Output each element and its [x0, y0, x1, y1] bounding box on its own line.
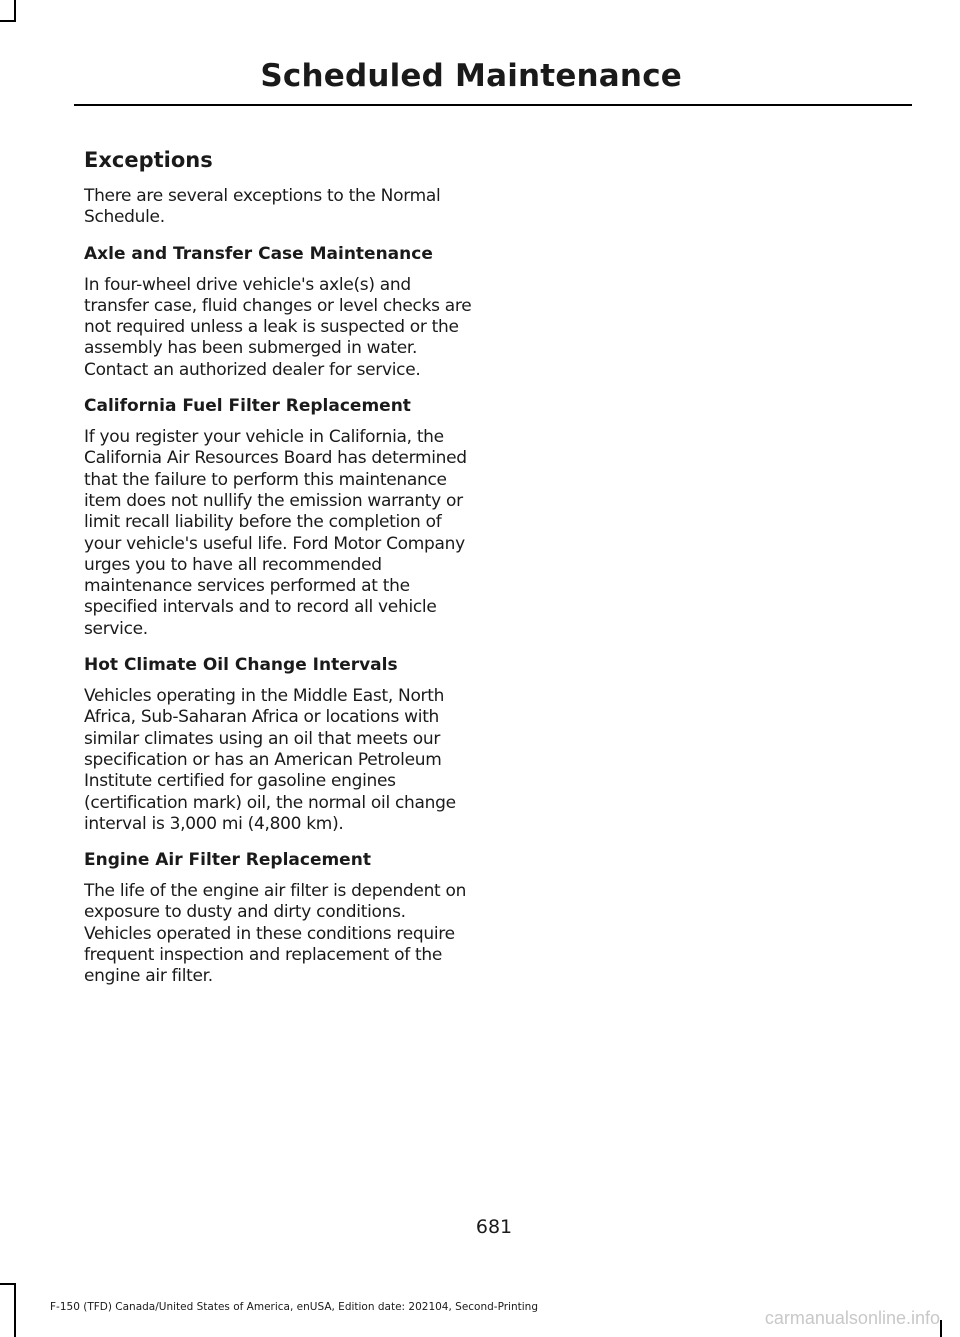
crop-mark-top-left-h [0, 20, 16, 22]
footer-edition: F-150 (TFD) Canada/United States of America, enUSA, Edition date: 202104, Second-Printing [50, 1301, 538, 1313]
subheading-axle: Axle and Transfer Case Maintenance [84, 243, 433, 264]
section-heading: Exceptions [84, 148, 213, 172]
header-rule [74, 104, 912, 106]
paragraph-oil-change: Vehicles operating in the Middle East, North Africa, Sub-Saharan Africa or locations with similar climates using an oil that meets our specification or has an American Petroleum Institute certified for gasoline engines (certification mark) oil, the normal oil change interval is 3,000 mi (4,800 km). [84, 686, 456, 834]
watermark: carmanualsonline.info [764, 1308, 940, 1328]
subheading-fuel-filter: California Fuel Filter Replacement [84, 396, 411, 417]
page-header-title: Scheduled Maintenance [260, 58, 682, 94]
subheading-air-filter: Engine Air Filter Replacement [84, 850, 371, 871]
page-number: 681 [475, 1216, 513, 1238]
intro-paragraph: There are several exceptions to the Normal Schedule. [84, 186, 441, 228]
paragraph-fuel-filter: If you register your vehicle in California, the California Air Resources Board has determined that the failure to perform this maintenance item does not nullify the emission warranty or limit recall liability before the completion of your vehicle's useful life. Ford Motor Company urges you to have all recommended maintenance services performed at the specified intervals and to record all vehicle service. [84, 427, 467, 639]
crop-mark-bottom-left-h [0, 1283, 16, 1285]
subheading-oil-change: Hot Climate Oil Change Intervals [84, 655, 398, 676]
main-column [84, 146, 478, 1002]
crop-mark-bottom-right [940, 1320, 942, 1337]
paragraph-axle: In four-wheel drive vehicle's axle(s) and transfer case, fluid changes or level checks are not required unless a leak is suspected or the assembly has been submerged in water. Contact an authorized dealer for service. [84, 274, 472, 380]
crop-mark-top-left [14, 0, 16, 22]
paragraph-air-filter: The life of the engine air filter is dependent on exposure to dusty and dirty conditions. Vehicles operated in these conditions require frequent inspection and replacement of the engine air filter. [84, 881, 467, 987]
